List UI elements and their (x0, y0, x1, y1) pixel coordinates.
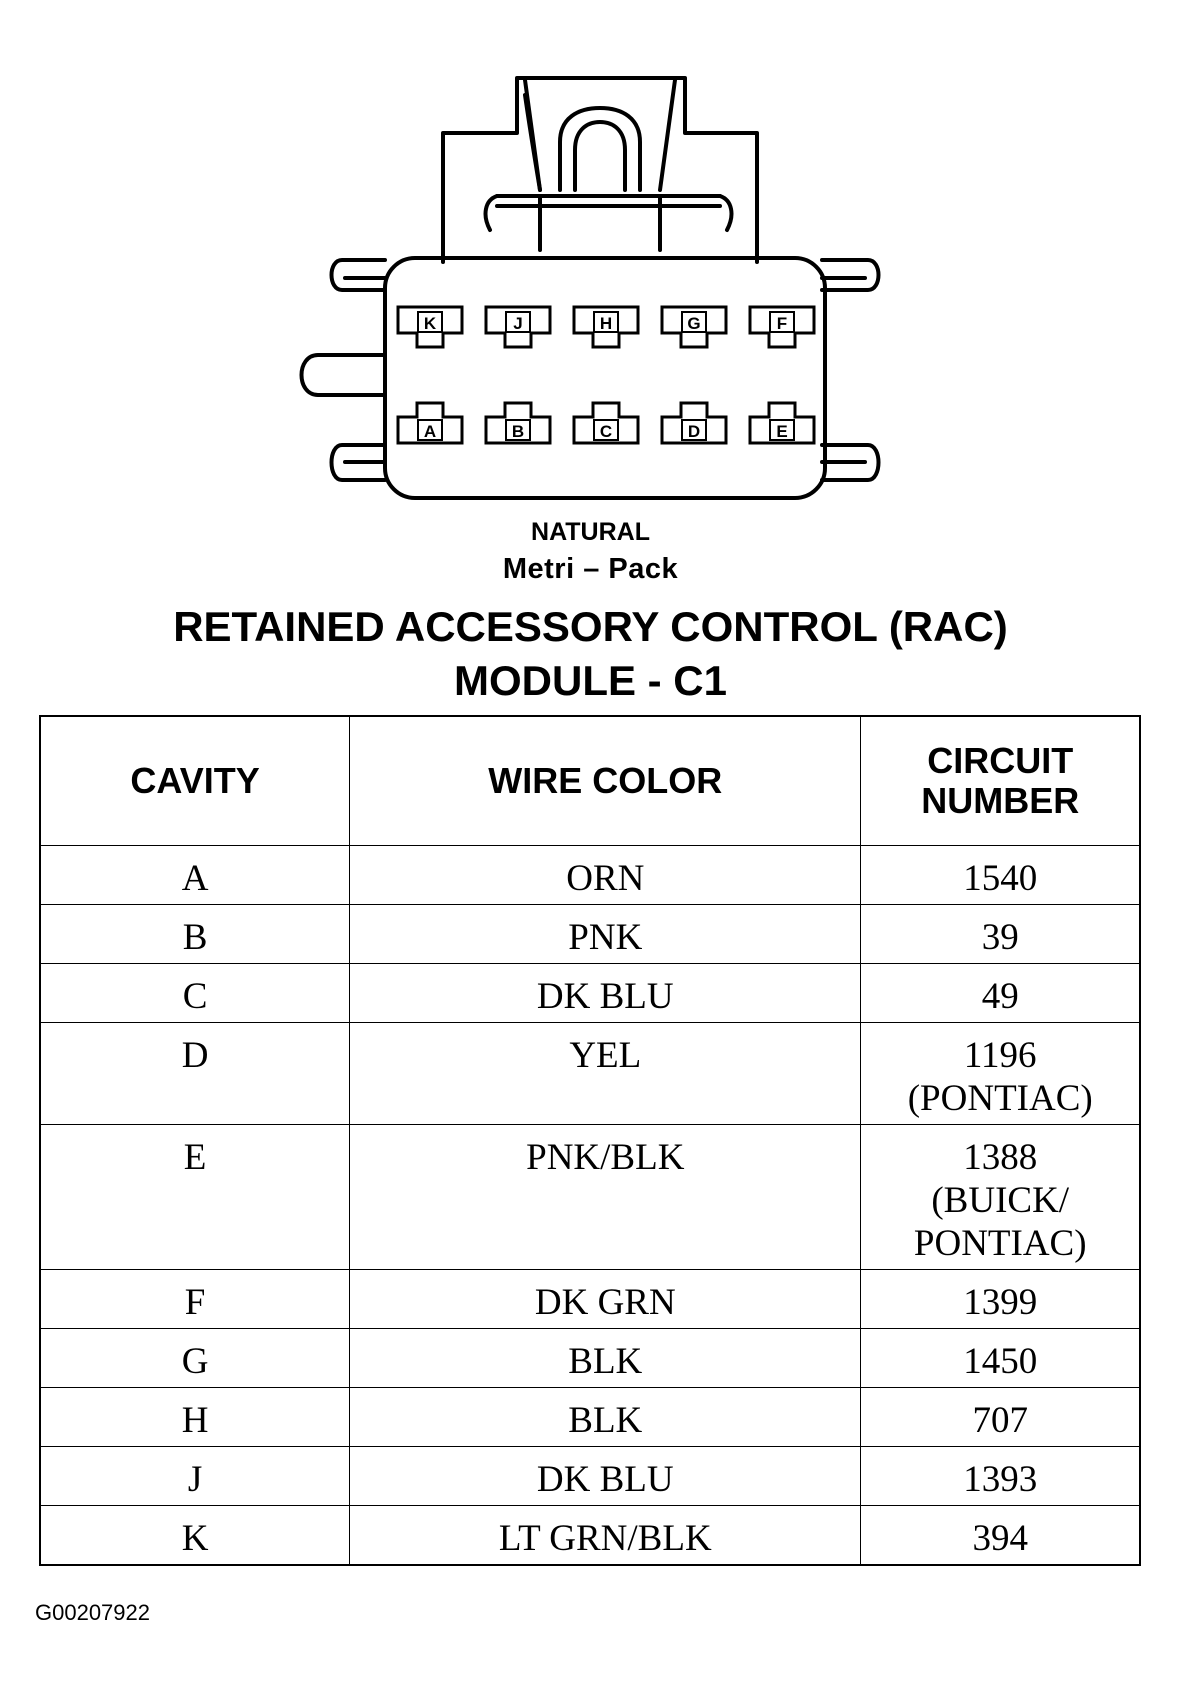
circuit-line: 394 (972, 1518, 1028, 1559)
cavity-j (486, 307, 550, 347)
cavity-f (750, 307, 814, 347)
cell-circuit-number (861, 1447, 1140, 1506)
table-row (40, 846, 1140, 905)
circuit-line: 707 (972, 1400, 1028, 1441)
cell-circuit-number (861, 1023, 1140, 1125)
cavity-letter: H (599, 314, 613, 333)
cavity-letter: B (511, 422, 525, 441)
cavity-letter: A (423, 422, 437, 441)
cell-cavity: H (40, 1388, 350, 1447)
circuit-line: 1450 (963, 1341, 1038, 1382)
cavity-letter: K (423, 314, 437, 333)
cell-circuit-number (861, 964, 1140, 1023)
cell-wire-color: DK BLU (350, 1447, 861, 1506)
cell-wire-color: DK GRN (350, 1270, 861, 1329)
circuit-line: (BUICK/ (931, 1180, 1070, 1221)
cell-wire-color: BLK (350, 1388, 861, 1447)
cavity-d (662, 403, 726, 443)
cavity-table (39, 715, 1141, 1566)
circuit-line: 1540 (963, 858, 1038, 899)
cavity-letter: J (513, 314, 523, 333)
cell-cavity: C (40, 964, 350, 1023)
circuit-line: 1388 (963, 1137, 1038, 1178)
cell-circuit-number (861, 1270, 1140, 1329)
table-row (40, 1447, 1140, 1506)
cell-wire-color: PNK/BLK (350, 1125, 861, 1270)
header-circuit-line2: NUMBER (921, 780, 1080, 821)
header-circuit-number (861, 716, 1140, 846)
cell-cavity: B (40, 905, 350, 964)
table-row (40, 1329, 1140, 1388)
cavity-grid (398, 307, 814, 443)
cavity-g (662, 307, 726, 347)
connector-type-label: Metri – Pack (502, 553, 679, 585)
cell-cavity: J (40, 1447, 350, 1506)
table-header-row (40, 716, 1140, 846)
latch-shape (443, 78, 757, 262)
header-wire-color: WIRE COLOR (350, 716, 861, 846)
cavity-e (750, 403, 814, 443)
table-row (40, 1388, 1140, 1447)
cavity-letter: F (776, 314, 788, 333)
cell-cavity: D (40, 1023, 350, 1125)
diagram-title-line2: MODULE - C1 (454, 657, 727, 704)
cavity-c (574, 403, 638, 443)
cell-cavity: F (40, 1270, 350, 1329)
table-row (40, 964, 1140, 1023)
cavity-letter: D (687, 422, 701, 441)
table-row (40, 1270, 1140, 1329)
cavity-k (398, 307, 462, 347)
table-row (40, 1125, 1140, 1270)
table-row (40, 1023, 1140, 1125)
cell-wire-color: BLK (350, 1329, 861, 1388)
cell-circuit-number (861, 1329, 1140, 1388)
table-row (40, 1506, 1140, 1566)
connector-housing (385, 258, 825, 498)
circuit-line: 49 (981, 976, 1019, 1017)
cell-cavity: K (40, 1506, 350, 1566)
header-cavity: CAVITY (40, 716, 350, 846)
connector-color-label: NATURAL (531, 518, 650, 546)
circuit-line: PONTIAC) (913, 1223, 1087, 1264)
cell-wire-color: LT GRN/BLK (350, 1506, 861, 1566)
side-rails (302, 260, 879, 480)
cavity-b (486, 403, 550, 443)
cell-circuit-number (861, 905, 1140, 964)
cell-cavity: E (40, 1125, 350, 1270)
cell-wire-color: DK BLU (350, 964, 861, 1023)
circuit-line: 1399 (963, 1282, 1038, 1323)
cell-wire-color: PNK (350, 905, 861, 964)
circuit-line: 39 (981, 917, 1019, 958)
cell-circuit-number (861, 1388, 1140, 1447)
circuit-line: 1393 (963, 1459, 1038, 1500)
diagram-title-line1: RETAINED ACCESSORY CONTROL (RAC) (173, 603, 1008, 650)
table-body (40, 846, 1140, 1566)
circuit-line: 1196 (963, 1035, 1037, 1076)
cell-wire-color: YEL (350, 1023, 861, 1125)
connector-diagram (0, 0, 1181, 540)
cell-wire-color: ORN (350, 846, 861, 905)
table-row (40, 905, 1140, 964)
cell-circuit-number (861, 846, 1140, 905)
document-id: G00207922 (35, 1600, 150, 1625)
cavity-letter: E (776, 422, 788, 441)
cavity-letter: C (599, 422, 613, 441)
circuit-line: (PONTIAC) (907, 1078, 1093, 1119)
cavity-letter: G (687, 314, 701, 333)
cavity-h (574, 307, 638, 347)
cell-circuit-number (861, 1125, 1140, 1270)
cell-circuit-number (861, 1506, 1140, 1566)
cell-cavity: G (40, 1329, 350, 1388)
cell-cavity: A (40, 846, 350, 905)
cavity-a (398, 403, 462, 443)
header-circuit-line1: CIRCUIT (927, 740, 1074, 781)
